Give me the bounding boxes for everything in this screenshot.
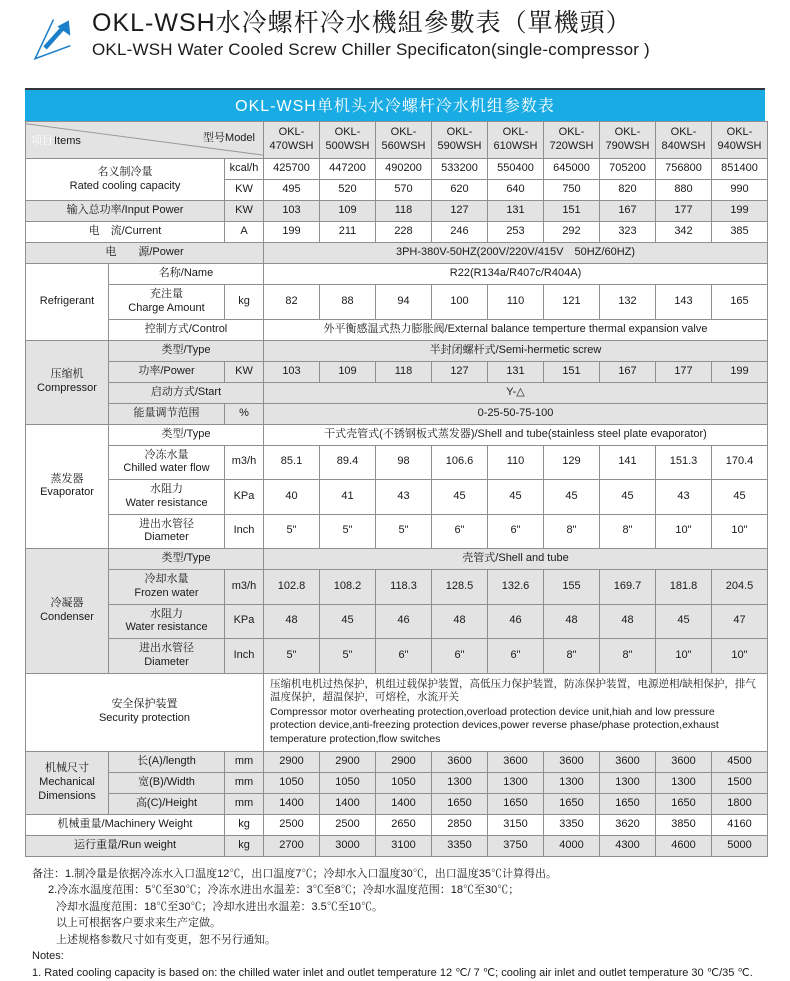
value-cell: 645000: [544, 159, 600, 180]
value-cell: 88: [320, 285, 376, 320]
unit-cell: kg: [225, 835, 264, 856]
label-cell: 冷冻水量 Chilled water flow: [109, 445, 225, 480]
label-cell: 类型/Type: [109, 340, 264, 361]
value-cell: 490200: [376, 159, 432, 180]
title-block: [92, 8, 650, 60]
label-cell: 水阻力 Water resistance: [109, 604, 225, 639]
value-cell: 385: [712, 222, 768, 243]
value-cell: 170.4: [712, 445, 768, 480]
unit-cell: Inch: [225, 639, 264, 674]
value-cell: 2500: [320, 814, 376, 835]
group-cell: 冷凝器 Condenser: [26, 549, 109, 674]
value-cell: 131: [488, 201, 544, 222]
value-cell: 10": [712, 514, 768, 549]
label-cell: 宽(B)/Width: [109, 772, 225, 793]
value-cell: 6": [488, 514, 544, 549]
table-title-banner: OKL-WSH单机头水冷螺杆冷水机组参数表: [25, 88, 765, 121]
unit-cell: mm: [225, 751, 264, 772]
unit-cell: KW: [225, 180, 264, 201]
note-line: 备注：1.制冷量是依据冷冻水入口温度12℃，出口温度7℃；冷却水入口温度30℃，出口温度35℃计算得出。: [32, 867, 557, 880]
value-cell: 495: [264, 180, 320, 201]
value-cell: 3600: [600, 751, 656, 772]
value-cell: 10": [656, 514, 712, 549]
value-cell: 1050: [320, 772, 376, 793]
value-cell: 1650: [544, 793, 600, 814]
value-cell: 43: [656, 480, 712, 515]
value-cell: 6": [376, 639, 432, 674]
label-cell: 长(A)/length: [109, 751, 225, 772]
value-cell: 1500: [712, 772, 768, 793]
value-cell: 43: [376, 480, 432, 515]
value-cell: 151: [544, 361, 600, 382]
value-cell: 128.5: [432, 570, 488, 605]
value-cell: 199: [712, 201, 768, 222]
value-cell: 1650: [432, 793, 488, 814]
spec-table: [25, 121, 768, 857]
value-cell: 4500: [712, 751, 768, 772]
value-cell: 45: [544, 480, 600, 515]
value-cell: 46: [376, 604, 432, 639]
model-header-cell: OKL- 610WSH: [488, 122, 544, 159]
label-cell: 电 流/Current: [26, 222, 225, 243]
group-cell: 机械尺寸 Mechanical Dimensions: [26, 751, 109, 814]
value-cell: 40: [264, 480, 320, 515]
value-cell: 6": [488, 639, 544, 674]
unit-cell: KPa: [225, 480, 264, 515]
value-cell: 85.1: [264, 445, 320, 480]
model-header-cell: OKL- 940WSH: [712, 122, 768, 159]
value-cell: 110: [488, 445, 544, 480]
value-cell: 2850: [432, 814, 488, 835]
value-cell: 1300: [600, 772, 656, 793]
value-cell: 8": [600, 514, 656, 549]
value-cell: 177: [656, 361, 712, 382]
model-header-cell: OKL- 560WSH: [376, 122, 432, 159]
table-corner-cell: [26, 122, 264, 159]
value-cell: 1050: [376, 772, 432, 793]
value-cell: 520: [320, 180, 376, 201]
label-cell: 能量调节范围: [109, 403, 225, 424]
value-cell: 533200: [432, 159, 488, 180]
label-cell: 冷却水量 Frozen water: [109, 570, 225, 605]
group-cell: 压缩机 Compressor: [26, 340, 109, 424]
value-cell: 3350: [432, 835, 488, 856]
value-cell: 109: [320, 361, 376, 382]
value-cell: 1800: [712, 793, 768, 814]
value-cell: 外平衡感温式热力膨胀阀/External balance temperture thermal expansion valve: [264, 319, 768, 340]
note-line: 以上可根据客户要求来生产定做。: [56, 917, 221, 930]
value-cell: 570: [376, 180, 432, 201]
label-cell: 输入总功率/Input Power: [26, 201, 225, 222]
group-cell: 蒸发器 Evaporator: [26, 424, 109, 549]
value-cell: 151: [544, 201, 600, 222]
value-cell: 447200: [320, 159, 376, 180]
doc-header: [0, 0, 790, 64]
unit-cell: A: [225, 222, 264, 243]
unit-cell: KW: [225, 201, 264, 222]
notes: [32, 866, 760, 981]
value-cell: 4300: [600, 835, 656, 856]
value-cell: 48: [544, 604, 600, 639]
value-cell: 820: [600, 180, 656, 201]
note-line: 2.冷冻水温度范围：5℃至30℃；冷冻水进出水温差：3℃至8℃；冷却水温度范围：18℃至30℃；: [48, 884, 520, 897]
value-cell: 2700: [264, 835, 320, 856]
value-cell: 990: [712, 180, 768, 201]
value-cell: 3600: [656, 751, 712, 772]
value-cell: 压缩机电机过热保护，机组过载保护装置，高低压力保护装置，防冻保护装置，电源逆相/缺相保护，排气温度保护，超温保护，可熔栓，水流开关 Compressor motor overheating protection,overload protection device unit,hiah and low pressure protection device,anti-freezing protection devices,power reverse phase/phase protection,exhaust temperature protection,flow switches: [264, 673, 768, 751]
label-cell: 功率/Power: [109, 361, 225, 382]
unit-cell: mm: [225, 793, 264, 814]
value-cell: 2900: [320, 751, 376, 772]
value-cell: 253: [488, 222, 544, 243]
note-line: 冷却水温度范围：18℃至30℃；冷却水进出水温差：3.5℃至10℃。: [56, 900, 383, 913]
value-cell: 47: [712, 604, 768, 639]
value-cell: 3750: [488, 835, 544, 856]
label-cell: 进出水管径 Diameter: [109, 514, 225, 549]
value-cell: 143: [656, 285, 712, 320]
value-cell: 131: [488, 361, 544, 382]
value-cell: 4600: [656, 835, 712, 856]
label-cell: 机械重量/Machinery Weight: [26, 814, 225, 835]
value-cell: 3150: [488, 814, 544, 835]
value-cell: 1650: [600, 793, 656, 814]
note-line: 1. Rated cooling capacity is based on: the chilled water inlet and outlet temperature 12 ℃/ 7 ℃; cooling air inlet and outlet temperature 30 ℃/35 ℃.: [32, 966, 753, 979]
label-cell: 充注量 Charge Amount: [109, 285, 225, 320]
label-cell: 安全保护装置 Security protection: [26, 673, 264, 751]
value-cell: 4000: [544, 835, 600, 856]
value-cell: 10": [712, 639, 768, 674]
value-cell: R22(R134a/R407c/R404A): [264, 264, 768, 285]
value-cell: 2650: [376, 814, 432, 835]
value-cell: 2900: [264, 751, 320, 772]
value-cell: 1650: [656, 793, 712, 814]
label-cell: 控制方式/Control: [109, 319, 264, 340]
value-cell: 323: [600, 222, 656, 243]
value-cell: 4160: [712, 814, 768, 835]
value-cell: 3620: [600, 814, 656, 835]
value-cell: 94: [376, 285, 432, 320]
model-header-cell: OKL- 500WSH: [320, 122, 376, 159]
value-cell: 100: [432, 285, 488, 320]
value-cell: 98: [376, 445, 432, 480]
value-cell: 干式壳管式(不锈钢板式蒸发器)/Shell and tube(stainless steel plate evaporator): [264, 424, 768, 445]
value-cell: 640: [488, 180, 544, 201]
value-cell: 1400: [264, 793, 320, 814]
unit-cell: kcal/h: [225, 159, 264, 180]
value-cell: 169.7: [600, 570, 656, 605]
label-cell: 高(C)/Height: [109, 793, 225, 814]
value-cell: 141: [600, 445, 656, 480]
value-cell: Y-△: [264, 382, 768, 403]
value-cell: 108.2: [320, 570, 376, 605]
value-cell: 45: [656, 604, 712, 639]
value-cell: 167: [600, 361, 656, 382]
value-cell: 3000: [320, 835, 376, 856]
value-cell: 1400: [376, 793, 432, 814]
value-cell: 132: [600, 285, 656, 320]
logo-arrow-icon: [32, 12, 78, 64]
value-cell: 6": [432, 639, 488, 674]
value-cell: 5": [320, 514, 376, 549]
value-cell: 3350: [544, 814, 600, 835]
value-cell: 109: [320, 201, 376, 222]
value-cell: 3600: [432, 751, 488, 772]
value-cell: 342: [656, 222, 712, 243]
page-title: OKL-WSH水冷螺杆冷水機組參數表（單機頭）: [92, 9, 632, 37]
value-cell: 246: [432, 222, 488, 243]
unit-cell: Inch: [225, 514, 264, 549]
value-cell: 45: [600, 480, 656, 515]
value-cell: 1050: [264, 772, 320, 793]
value-cell: 750: [544, 180, 600, 201]
model-header-cell: OKL- 790WSH: [600, 122, 656, 159]
value-cell: 8": [544, 514, 600, 549]
value-cell: 3600: [544, 751, 600, 772]
value-cell: 6": [432, 514, 488, 549]
value-cell: 199: [264, 222, 320, 243]
page-subtitle: OKL-WSH Water Cooled Screw Chiller Specificaton(single-compressor ): [92, 40, 650, 60]
value-cell: 48: [600, 604, 656, 639]
label-cell: 进出水管径 Diameter: [109, 639, 225, 674]
value-cell: 1300: [656, 772, 712, 793]
value-cell: 41: [320, 480, 376, 515]
group-cell: Refrigerant: [26, 264, 109, 341]
unit-cell: %: [225, 403, 264, 424]
value-cell: 5000: [712, 835, 768, 856]
value-cell: 292: [544, 222, 600, 243]
value-cell: 2500: [264, 814, 320, 835]
value-cell: 102.8: [264, 570, 320, 605]
note-line: Notes:: [32, 950, 64, 963]
value-cell: 1300: [488, 772, 544, 793]
value-cell: 204.5: [712, 570, 768, 605]
value-cell: 3850: [656, 814, 712, 835]
model-header-cell: OKL- 720WSH: [544, 122, 600, 159]
value-cell: 89.4: [320, 445, 376, 480]
value-cell: 165: [712, 285, 768, 320]
unit-cell: kg: [225, 285, 264, 320]
value-cell: 5": [376, 514, 432, 549]
label-cell: 名义制冷量 Rated cooling capacity: [26, 159, 225, 201]
value-cell: 121: [544, 285, 600, 320]
value-cell: 177: [656, 201, 712, 222]
label-cell: 水阻力 Water resistance: [109, 480, 225, 515]
unit-cell: kg: [225, 814, 264, 835]
note-line: 上述规格参数尺寸如有变更，恕不另行通知。: [56, 933, 276, 946]
value-cell: 0-25-50-75-100: [264, 403, 768, 424]
value-cell: 46: [488, 604, 544, 639]
model-header-cell: OKL- 590WSH: [432, 122, 488, 159]
model-header-cell: OKL- 470WSH: [264, 122, 320, 159]
label-cell: 运行重量/Run weight: [26, 835, 225, 856]
value-cell: 1400: [320, 793, 376, 814]
value-cell: 5": [264, 514, 320, 549]
value-cell: 550400: [488, 159, 544, 180]
value-cell: 705200: [600, 159, 656, 180]
unit-cell: KW: [225, 361, 264, 382]
value-cell: 425700: [264, 159, 320, 180]
value-cell: 10": [656, 639, 712, 674]
value-cell: 45: [712, 480, 768, 515]
value-cell: 118.3: [376, 570, 432, 605]
value-cell: 3600: [488, 751, 544, 772]
value-cell: 1650: [488, 793, 544, 814]
value-cell: 129: [544, 445, 600, 480]
value-cell: 82: [264, 285, 320, 320]
label-cell: 名称/Name: [109, 264, 264, 285]
value-cell: 103: [264, 201, 320, 222]
value-cell: 151.3: [656, 445, 712, 480]
value-cell: 48: [432, 604, 488, 639]
value-cell: 3100: [376, 835, 432, 856]
value-cell: 5": [264, 639, 320, 674]
label-cell: 类型/Type: [109, 549, 264, 570]
value-cell: 半封闭螺杆式/Semi-hermetic screw: [264, 340, 768, 361]
value-cell: 110: [488, 285, 544, 320]
value-cell: 8": [600, 639, 656, 674]
unit-cell: m3/h: [225, 570, 264, 605]
value-cell: 45: [320, 604, 376, 639]
value-cell: 620: [432, 180, 488, 201]
corner-items-label: 项目Items: [31, 135, 81, 147]
value-cell: 106.6: [432, 445, 488, 480]
corner-model-label: 型号Model: [203, 132, 255, 144]
value-cell: 127: [432, 201, 488, 222]
value-cell: 118: [376, 201, 432, 222]
label-cell: 启动方式/Start: [109, 382, 264, 403]
value-cell: 1300: [544, 772, 600, 793]
value-cell: 851400: [712, 159, 768, 180]
value-cell: 880: [656, 180, 712, 201]
value-cell: 127: [432, 361, 488, 382]
value-cell: 155: [544, 570, 600, 605]
value-cell: 132.6: [488, 570, 544, 605]
value-cell: 5": [320, 639, 376, 674]
unit-cell: m3/h: [225, 445, 264, 480]
value-cell: 103: [264, 361, 320, 382]
unit-cell: mm: [225, 772, 264, 793]
value-cell: 45: [432, 480, 488, 515]
value-cell: 228: [376, 222, 432, 243]
value-cell: 181.8: [656, 570, 712, 605]
label-cell: 电 源/Power: [26, 243, 264, 264]
value-cell: 211: [320, 222, 376, 243]
value-cell: 48: [264, 604, 320, 639]
value-cell: 1300: [432, 772, 488, 793]
value-cell: 45: [488, 480, 544, 515]
value-cell: 3PH-380V-50HZ(200V/220V/415V 50HZ/60HZ): [264, 243, 768, 264]
unit-cell: KPa: [225, 604, 264, 639]
value-cell: 756800: [656, 159, 712, 180]
value-cell: 167: [600, 201, 656, 222]
value-cell: 壳管式/Shell and tube: [264, 549, 768, 570]
model-header-cell: OKL- 840WSH: [656, 122, 712, 159]
label-cell: 类型/Type: [109, 424, 264, 445]
value-cell: 118: [376, 361, 432, 382]
value-cell: 199: [712, 361, 768, 382]
value-cell: 8": [544, 639, 600, 674]
value-cell: 2900: [376, 751, 432, 772]
